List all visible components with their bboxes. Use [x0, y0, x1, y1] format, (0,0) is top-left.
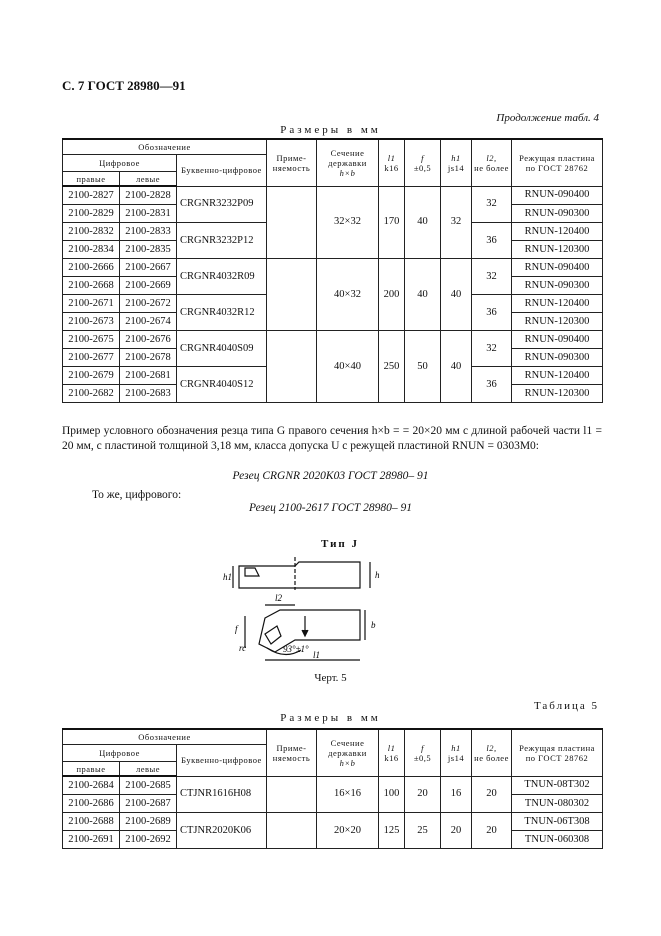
- k16-label: k16: [384, 162, 399, 173]
- table-row: [63, 186, 603, 205]
- cell-insert: TNUN-06T308: [512, 813, 603, 831]
- fig-b-label: b: [371, 620, 376, 630]
- cell-alpha-code: CRGNR4032R09: [177, 259, 267, 295]
- t5-col-primenyaemost: Приме-няемость: [267, 729, 317, 776]
- cell-insert: RNUN-090300: [512, 277, 603, 295]
- dimensions-label: Размеры в мм: [280, 124, 381, 136]
- cell-l1: 200: [379, 259, 405, 331]
- table-continuation-label: Продолжение табл. 4: [496, 112, 599, 124]
- t5-col-bukvenno: Буквенно-цифровое: [177, 745, 267, 777]
- col-cifrovoe: Цифровое: [63, 155, 177, 172]
- cell-l2: 20: [472, 813, 512, 849]
- t5-col-h1: [441, 729, 472, 776]
- cell-l2: 36: [472, 295, 512, 331]
- cell-l1: 100: [379, 776, 405, 813]
- cell-left-code: 2100-2676: [120, 331, 177, 349]
- cell-right-code: 2100-2677: [63, 349, 120, 367]
- cell-right-code: 2100-2675: [63, 331, 120, 349]
- t5-l2-label: l2,: [486, 742, 497, 753]
- col-f: [405, 139, 441, 186]
- cell-l2: 32: [472, 331, 512, 367]
- cell-l1: 250: [379, 331, 405, 403]
- cell-section: 20×20: [317, 813, 379, 849]
- t5-col-plastina: Режущая пластина по ГОСТ 28762: [512, 729, 603, 776]
- cell-insert: RNUN-120400: [512, 367, 603, 385]
- cell-alpha-code: CRGNR4032R12: [177, 295, 267, 331]
- col-oboznachenie: Обозначение: [63, 139, 267, 155]
- cell-alpha-code: CRGNR3232P12: [177, 223, 267, 259]
- cell-left-code: 2100-2683: [120, 385, 177, 403]
- cell-section: 16×16: [317, 776, 379, 813]
- t5-col-oboznachenie: Обозначение: [63, 729, 267, 745]
- cell-section: 40×32: [317, 259, 379, 331]
- top-view-outline: [259, 610, 360, 652]
- sechenie-label: Сечение державки: [328, 147, 367, 168]
- cell-right-code: 2100-2834: [63, 241, 120, 259]
- cell-left-code: 2100-2669: [120, 277, 177, 295]
- f-tol-label: ±0,5: [413, 162, 432, 173]
- table-row: [63, 776, 603, 795]
- cell-h1: 32: [441, 186, 472, 259]
- t5-f-label: f: [421, 742, 424, 753]
- t5-col-l1: [379, 729, 405, 776]
- cell-l2: 36: [472, 367, 512, 403]
- cell-h1: 40: [441, 331, 472, 403]
- cell-right-code: 2100-2829: [63, 205, 120, 223]
- cell-left-code: 2100-2828: [120, 186, 177, 205]
- cell-right-code: 2100-2691: [63, 831, 120, 849]
- table-4: [62, 138, 603, 403]
- t5-col-f: [405, 729, 441, 776]
- ne-bolee-label: не более: [474, 162, 509, 173]
- cell-l1: 170: [379, 186, 405, 259]
- t5-js14-label: js14: [447, 752, 465, 763]
- col-primenyaemost: Приме-няемость: [267, 139, 317, 186]
- t5-col-l2: [472, 729, 512, 776]
- figure-title: Тип J: [321, 538, 359, 550]
- cell-right-code: 2100-2686: [63, 795, 120, 813]
- fig-l1-label: l1: [313, 650, 321, 660]
- fig-l2-label: l2: [275, 593, 283, 603]
- t5-col-pravye: правые: [63, 762, 120, 777]
- t5-hxb-label: h×b: [339, 757, 356, 768]
- cell-right-code: 2100-2673: [63, 313, 120, 331]
- cell-left-code: 2100-2692: [120, 831, 177, 849]
- cell-primenyaemost: [267, 331, 317, 403]
- cell-insert: RNUN-120400: [512, 295, 603, 313]
- cell-alpha-code: CRGNR4040S09: [177, 331, 267, 367]
- cell-right-code: 2100-2684: [63, 776, 120, 795]
- cell-left-code: 2100-2681: [120, 367, 177, 385]
- cell-right-code: 2100-2666: [63, 259, 120, 277]
- cell-f: 40: [405, 259, 441, 331]
- cell-right-code: 2100-2682: [63, 385, 120, 403]
- cell-primenyaemost: [267, 186, 317, 259]
- cell-left-code: 2100-2835: [120, 241, 177, 259]
- cell-insert: RNUN-120300: [512, 241, 603, 259]
- t5-l1-label: l1: [387, 742, 396, 753]
- tool-drawing: [225, 548, 395, 668]
- cell-insert: RNUN-090300: [512, 349, 603, 367]
- cell-h1: 20: [441, 813, 472, 849]
- table-row: [63, 813, 603, 831]
- cell-left-code: 2100-2685: [120, 776, 177, 795]
- table-row: [63, 331, 603, 349]
- cell-alpha-code: CTJNR1616H08: [177, 776, 267, 813]
- cell-insert: RNUN-120300: [512, 313, 603, 331]
- cell-f: 50: [405, 331, 441, 403]
- fig-h1-label: h1: [223, 572, 232, 582]
- side-view-outline: [239, 562, 360, 588]
- cell-left-code: 2100-2687: [120, 795, 177, 813]
- l2-label: l2,: [486, 152, 497, 163]
- cell-right-code: 2100-2671: [63, 295, 120, 313]
- cell-h1: 16: [441, 776, 472, 813]
- cell-primenyaemost: [267, 813, 317, 849]
- hxb-label: h×b: [339, 167, 356, 178]
- cell-insert: TNUN-060308: [512, 831, 603, 849]
- t5-sechenie-label: Сечение державки: [328, 737, 367, 758]
- cell-left-code: 2100-2667: [120, 259, 177, 277]
- table-5: [62, 728, 603, 849]
- cell-primenyaemost: [267, 776, 317, 813]
- col-l2: [472, 139, 512, 186]
- cell-l2: 20: [472, 776, 512, 813]
- cell-insert: RNUN-090400: [512, 186, 603, 205]
- cell-right-code: 2100-2827: [63, 186, 120, 205]
- cell-section: 40×40: [317, 331, 379, 403]
- cell-h1: 40: [441, 259, 472, 331]
- cell-left-code: 2100-2674: [120, 313, 177, 331]
- js14-label: js14: [447, 162, 465, 173]
- figure-caption: Черт. 5: [314, 672, 347, 684]
- fig-h-label: h: [375, 570, 380, 580]
- cell-left-code: 2100-2672: [120, 295, 177, 313]
- cell-l2: 32: [472, 259, 512, 295]
- cell-f: 25: [405, 813, 441, 849]
- cell-f: 40: [405, 186, 441, 259]
- col-h1: [441, 139, 472, 186]
- cell-f: 20: [405, 776, 441, 813]
- cell-insert: RNUN-120300: [512, 385, 603, 403]
- example-code-alpha: Резец CRGNR 2020K03 ГОСТ 28980– 91: [232, 470, 429, 482]
- cell-alpha-code: CRGNR3232P09: [177, 186, 267, 223]
- col-sechenie: [317, 139, 379, 186]
- arrow-head: [302, 630, 308, 636]
- cell-insert: TNUN-08T302: [512, 776, 603, 795]
- cell-right-code: 2100-2668: [63, 277, 120, 295]
- col-bukvenno: Буквенно-цифровое: [177, 155, 267, 187]
- cell-insert: RNUN-120400: [512, 223, 603, 241]
- cell-l2: 36: [472, 223, 512, 259]
- example-paragraph: Пример условного обозначения резца типа G правого сечения h×b = = 20×20 мм с длиной рабочей части l1 = 20 мм, с пластиной толщиной 3,18 мм, класса допуска U с режущей пластиной RNUN = 0303M0:: [62, 425, 602, 452]
- cell-primenyaemost: [267, 259, 317, 331]
- t5-col-sechenie: [317, 729, 379, 776]
- t5-h1-label: h1: [451, 742, 461, 753]
- cell-l1: 125: [379, 813, 405, 849]
- h1-label: h1: [451, 152, 461, 163]
- col-levye: левые: [120, 172, 177, 187]
- example-digital-label: То же, цифрового:: [92, 489, 182, 501]
- cell-section: 32×32: [317, 186, 379, 259]
- cell-right-code: 2100-2679: [63, 367, 120, 385]
- cell-alpha-code: CTJNR2020K06: [177, 813, 267, 849]
- cell-left-code: 2100-2833: [120, 223, 177, 241]
- dimensions-label-2: Размеры в мм: [280, 712, 381, 724]
- t5-ne-bolee-label: не более: [474, 752, 509, 763]
- cell-insert: RNUN-090300: [512, 205, 603, 223]
- fig-angle-label: 93°±1°: [283, 644, 309, 654]
- t5-k16-label: k16: [384, 752, 399, 763]
- example-code-digital: Резец 2100-2617 ГОСТ 28980– 91: [249, 502, 412, 514]
- cell-left-code: 2100-2689: [120, 813, 177, 831]
- t5-col-levye: левые: [120, 762, 177, 777]
- cell-right-code: 2100-2832: [63, 223, 120, 241]
- fig-f-label: f: [235, 624, 238, 634]
- table-5-label: Таблица 5: [533, 700, 599, 712]
- t5-f-tol-label: ±0,5: [413, 752, 432, 763]
- cell-insert: RNUN-090400: [512, 259, 603, 277]
- cell-right-code: 2100-2688: [63, 813, 120, 831]
- cell-l2: 32: [472, 186, 512, 223]
- col-pravye: правые: [63, 172, 120, 187]
- f-label: f: [421, 152, 424, 163]
- table-row: [63, 259, 603, 277]
- fig-rc-label: rc: [239, 643, 247, 653]
- cell-left-code: 2100-2831: [120, 205, 177, 223]
- page-header: С. 7 ГОСТ 28980—91: [62, 78, 186, 93]
- cell-alpha-code: CRGNR4040S12: [177, 367, 267, 403]
- insert-top: [265, 626, 281, 644]
- col-l1: [379, 139, 405, 186]
- cell-left-code: 2100-2678: [120, 349, 177, 367]
- cell-insert: RNUN-090400: [512, 331, 603, 349]
- col-plastina: Режущая пластина по ГОСТ 28762: [512, 139, 603, 186]
- cell-insert: TNUN-080302: [512, 795, 603, 813]
- l1-label: l1: [387, 152, 396, 163]
- t5-col-cifrovoe: Цифровое: [63, 745, 177, 762]
- insert-side: [245, 568, 259, 576]
